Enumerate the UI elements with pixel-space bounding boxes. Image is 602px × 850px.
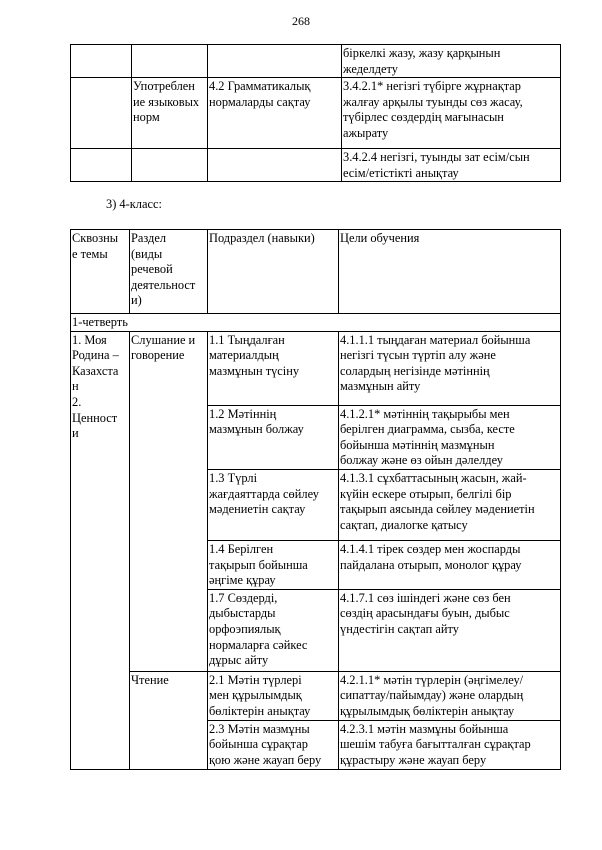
table-cell [208, 149, 342, 182]
quarter-row [71, 314, 561, 332]
subsection-cell: 1.1 Тыңдалған материалдың мазмұнын түсіну [208, 331, 339, 405]
goal-cell: біркелкі жазу, жазу қарқынын жеделдету [342, 45, 561, 78]
table-row [71, 671, 561, 720]
subsection-cell: 1.2 Мәтіннің мазмұнын болжау [208, 405, 339, 469]
grade4-curriculum-table [70, 229, 561, 770]
goal-cell: 3.4.2.4 негізгі, туынды зат есім/сын есім/етістікті анықтау [342, 149, 561, 182]
table-cell [71, 149, 132, 182]
themes-cell: 1. Моя Родина – Казахста н 2. Ценност и [71, 331, 130, 769]
subsection-cell: 1.4 Берілген тақырып бойынша әңгіме құрау [208, 540, 339, 589]
goal-cell: 4.1.4.1 тірек сөздер мен жоспарды пайдалана отырып, монолог құрау [339, 540, 561, 589]
section-reading-cell: Чтение [130, 671, 208, 769]
header-themes: Сквозны е темы [71, 230, 130, 314]
goal-cell: 4.2.3.1 мәтін мазмұны бойынша шешім табуға бағытталған сұрақтар құрастыру және жауап беру [339, 720, 561, 769]
subsection-cell: 1.3 Түрлі жағдаяттарда сөйлеу мәдениетін сақтау [208, 469, 339, 540]
table-header-row [71, 230, 561, 314]
table-cell [71, 78, 132, 149]
table-row [71, 149, 561, 182]
goal-cell: 4.1.7.1 сөз ішіндегі және сөз бен сөздің арасындағы буын, дыбыс үндестігін сақтап айту [339, 589, 561, 671]
table-cell [71, 45, 132, 78]
quarter-label: 1-четверть [71, 314, 561, 332]
subsection-cell: 2.3 Мәтін мазмұны бойынша сұрақтар қою және жауап беру [208, 720, 339, 769]
subsection-cell: 1.7 Сөздерді, дыбыстарды орфоэпиялық нормаларға сәйкес дұрыс айту [208, 589, 339, 671]
table-cell [132, 45, 208, 78]
section-cell: 4.2 Грамматикалық нормаларды сақтау [208, 78, 342, 149]
header-goals: Цели обучения [339, 230, 561, 314]
subsection-cell: 2.1 Мәтін түрлері мен құрылымдық бөліктерін анықтау [208, 671, 339, 720]
table-row [71, 78, 561, 149]
table-row [71, 45, 561, 78]
table-row [71, 331, 561, 405]
goal-cell: 3.4.2.1* негізгі түбірге жұрнақтар жалғау арқылы туынды сөз жасау, түбірлес сөздердің мағынасын ажырату [342, 78, 561, 149]
section-listening-cell: Слушание и говорение [130, 331, 208, 671]
header-section: Раздел (виды речевой деятельност и) [130, 230, 208, 314]
goal-cell: 4.2.1.1* мәтін түрлерін (әңгімелеу/ сипаттау/пайымдау) және олардың құрылымдық бөліктерін анықтау [339, 671, 561, 720]
header-subsection: Подраздел (навыки) [208, 230, 339, 314]
class-heading: 3) 4-класс: [106, 197, 162, 211]
table-cell [208, 45, 342, 78]
previous-table-continuation [70, 44, 561, 182]
topic-cell: Употреблен ие языковых норм [132, 78, 208, 149]
table-cell [132, 149, 208, 182]
goal-cell: 4.1.2.1* мәтіннің тақырыбы мен берілген диаграмма, сызба, кесте бойынша мәтіннің мазмұнын болжау және өз ойын дәлелдеу [339, 405, 561, 469]
page-number: 268 [292, 14, 310, 28]
goal-cell: 4.1.1.1 тыңдаған материал бойынша негізгі түсын түртіп алу және солардың негізінде мәтіннің мазмұнын айту [339, 331, 561, 405]
goal-cell: 4.1.3.1 сұхбаттасының жасын, жай- күйін ескере отырып, белгілі бір тақырып аясында сөйлеу мәдениетін сақтап, диалогке қатысу [339, 469, 561, 540]
